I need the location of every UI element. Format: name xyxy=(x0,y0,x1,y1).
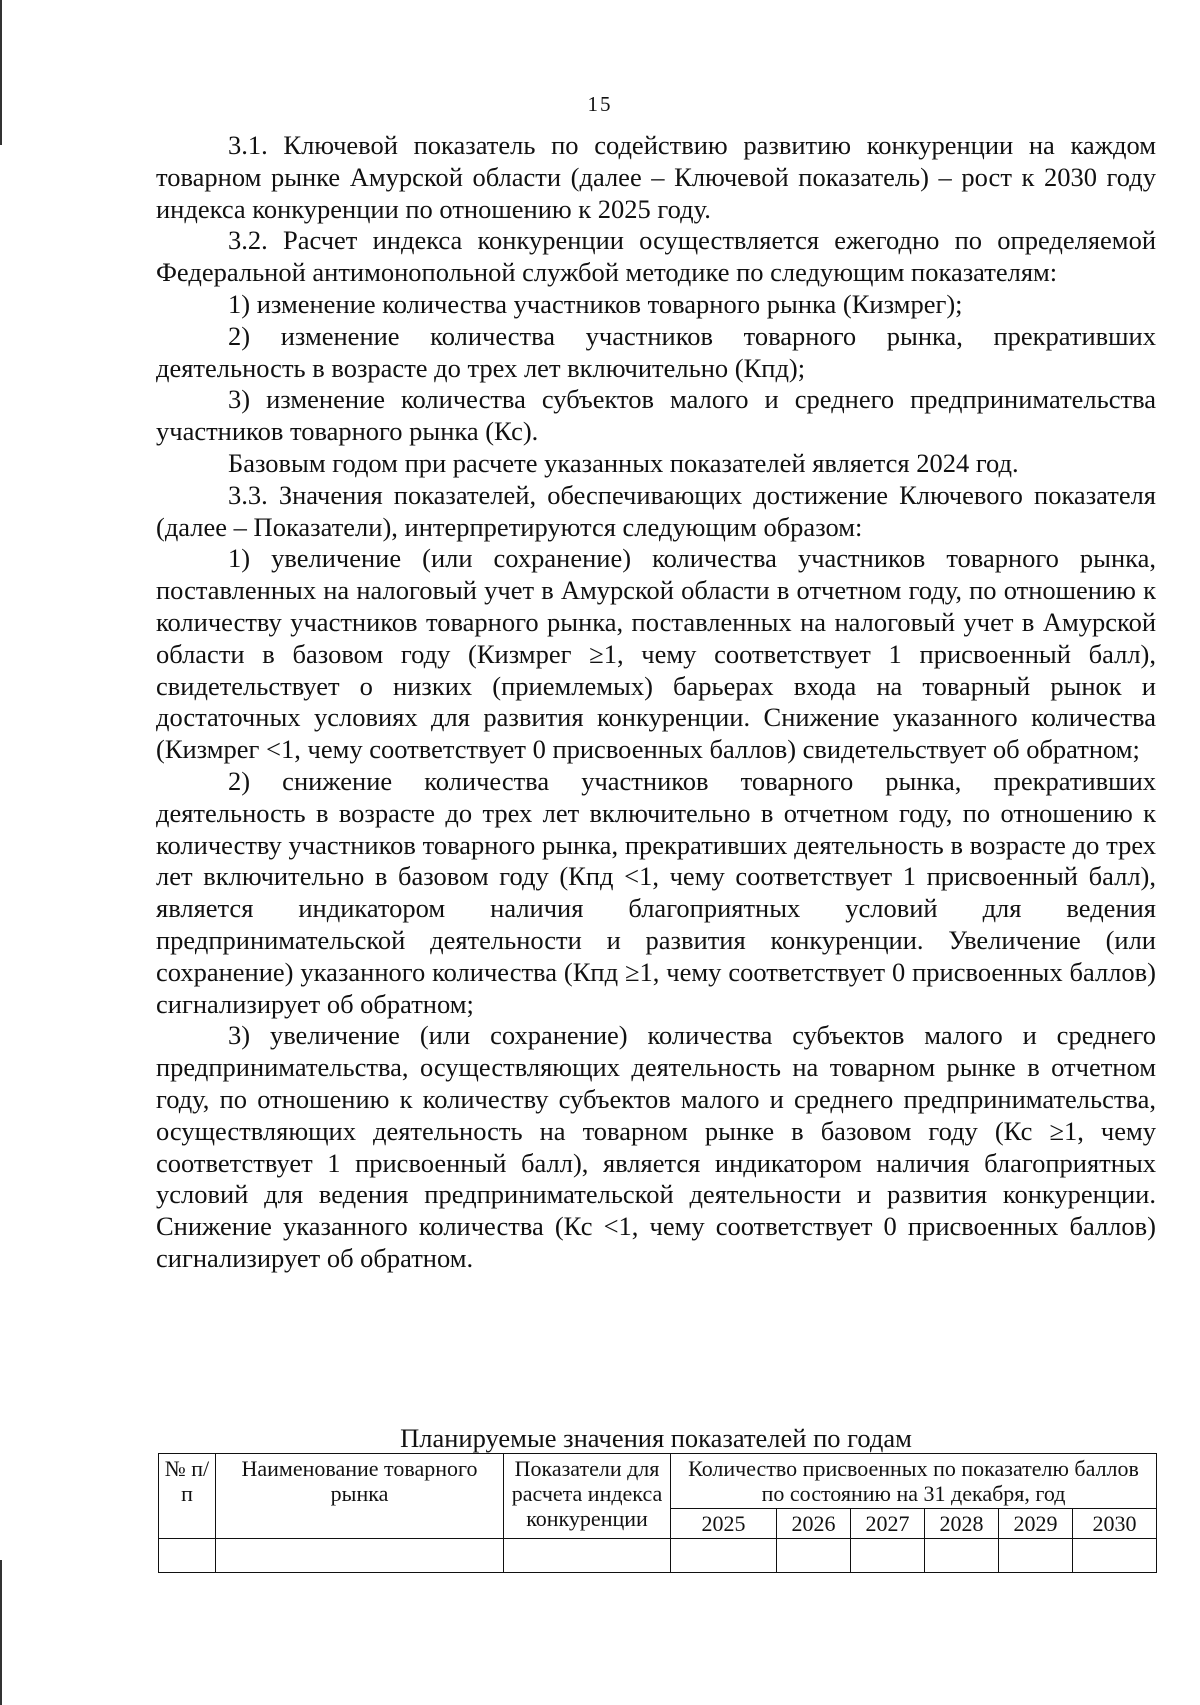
base-year-paragraph: Базовым годом при расчете указанных показателей является 2024 год. xyxy=(228,447,1019,478)
header-market-name: Наименование товарного рынка xyxy=(216,1454,504,1539)
paragraph-3-1: 3.1. Ключевой показатель по содействию развитию конкуренции на каждом товарном рынке Амурской области (далее – Ключевой показатель) – рост к 2030 году индекса конкуренции по отношению к 2025 году. xyxy=(156,130,1156,224)
interpretation-item-3: 3) увеличение (или сохранение) количества субъектов малого и среднего предпринимательства, осуществляющих деятельность на товарном рынке в отчетном году, по отношению к количеству субъектов малого и среднего предпринимательства, осуществляющих деятельность на товарном рынке в базовом году (Кс ≥1, чему соответствует 1 присвоенный балл), является индикатором наличия благоприятных условий для ведения предпринимательской деятельности и развития конкуренции. Снижение указанного количества (Кс <1, чему соответствует 0 присвоенных баллов) сигнализирует об обратном. xyxy=(156,1020,1156,1273)
table-caption: Планируемые значения показателей по годам xyxy=(400,1423,912,1453)
interpretation-item-2: 2) снижение количества участников товарного рынка, прекративших деятельность в возрасте до трех лет включительно в отчетном году, по отношению к количеству участников товарного рынка, прекративших деятельность в возрасте до трех лет включительно в базовом году (Кпд <1, чему соответствует 1 присвоенный балл), является индикатором наличия благоприятных условий для ведения предпринимательской деятельности и развития конкуренции. Увеличение (или сохранение) указанного количества (Кпд ≥1, чему соответствует 0 присвоенных баллов) сигнализирует об обратном; xyxy=(156,765,1156,1019)
document-body xyxy=(156,130,1156,1275)
page-number: 15 xyxy=(587,92,613,116)
table-header-row xyxy=(159,1454,1157,1509)
header-assigned-points: Количество присвоенных по показателю баллов по состоянию на 31 декабря, год xyxy=(671,1454,1157,1509)
header-indicators: Показатели для расчета индекса конкуренции xyxy=(504,1454,671,1539)
header-year: 2025 xyxy=(671,1509,777,1539)
table-cell xyxy=(777,1539,851,1573)
table-cell xyxy=(1073,1539,1157,1573)
header-year: 2026 xyxy=(777,1509,851,1539)
table-body-row xyxy=(159,1539,1157,1573)
header-year: 2028 xyxy=(925,1509,999,1539)
planned-values-table xyxy=(158,1453,1157,1573)
table-cell xyxy=(671,1539,777,1573)
table-cell xyxy=(925,1539,999,1573)
header-number: № п/п xyxy=(159,1454,216,1539)
list-item-1: 1) изменение количества участников товарного рынка (Кизмрег); xyxy=(228,288,963,319)
header-year: 2029 xyxy=(999,1509,1073,1539)
scan-edge-mark-bottom xyxy=(0,1560,2,1705)
header-year: 2030 xyxy=(1073,1509,1157,1539)
list-item-3: 3) изменение количества субъектов малого и среднего предпринимательства участников товарного рынка (Кс). xyxy=(156,384,1156,447)
table-cell xyxy=(999,1539,1073,1573)
table-cell xyxy=(159,1539,216,1573)
list-item-2: 2) изменение количества участников товарного рынка, прекративших деятельность в возрасте до трех лет включительно (Кпд); xyxy=(156,320,1156,383)
header-year: 2027 xyxy=(851,1509,925,1539)
table-cell xyxy=(216,1539,504,1573)
interpretation-item-1: 1) увеличение (или сохранение) количества участников товарного рынка, поставленных на налоговый учет в Амурской области в отчетном году, по отношению к количеству участников товарного рынка, поставленных на налоговый учет в Амурской области в базовом году (Кизмрег ≥1, чему соответствует 1 присвоенный балл), свидетельствует о низких (приемлемых) барьерах входа на товарный рынок и достаточных условиях для развития конкуренции. Снижение указанного количества (Кизмрег <1, чему соответствует 0 присвоенных баллов) свидетельствует об обратном; xyxy=(156,543,1156,765)
paragraph-3-3: 3.3. Значения показателей, обеспечивающих достижение Ключевого показателя (далее – Показатели), интерпретируются следующим образом: xyxy=(156,479,1156,542)
scan-edge-mark-top xyxy=(0,0,2,145)
table-cell xyxy=(504,1539,671,1573)
table-cell xyxy=(851,1539,925,1573)
paragraph-3-2: 3.2. Расчет индекса конкуренции осуществляется ежегодно по определяемой Федеральной антимонопольной службой методике по следующим показателям: xyxy=(156,225,1156,288)
